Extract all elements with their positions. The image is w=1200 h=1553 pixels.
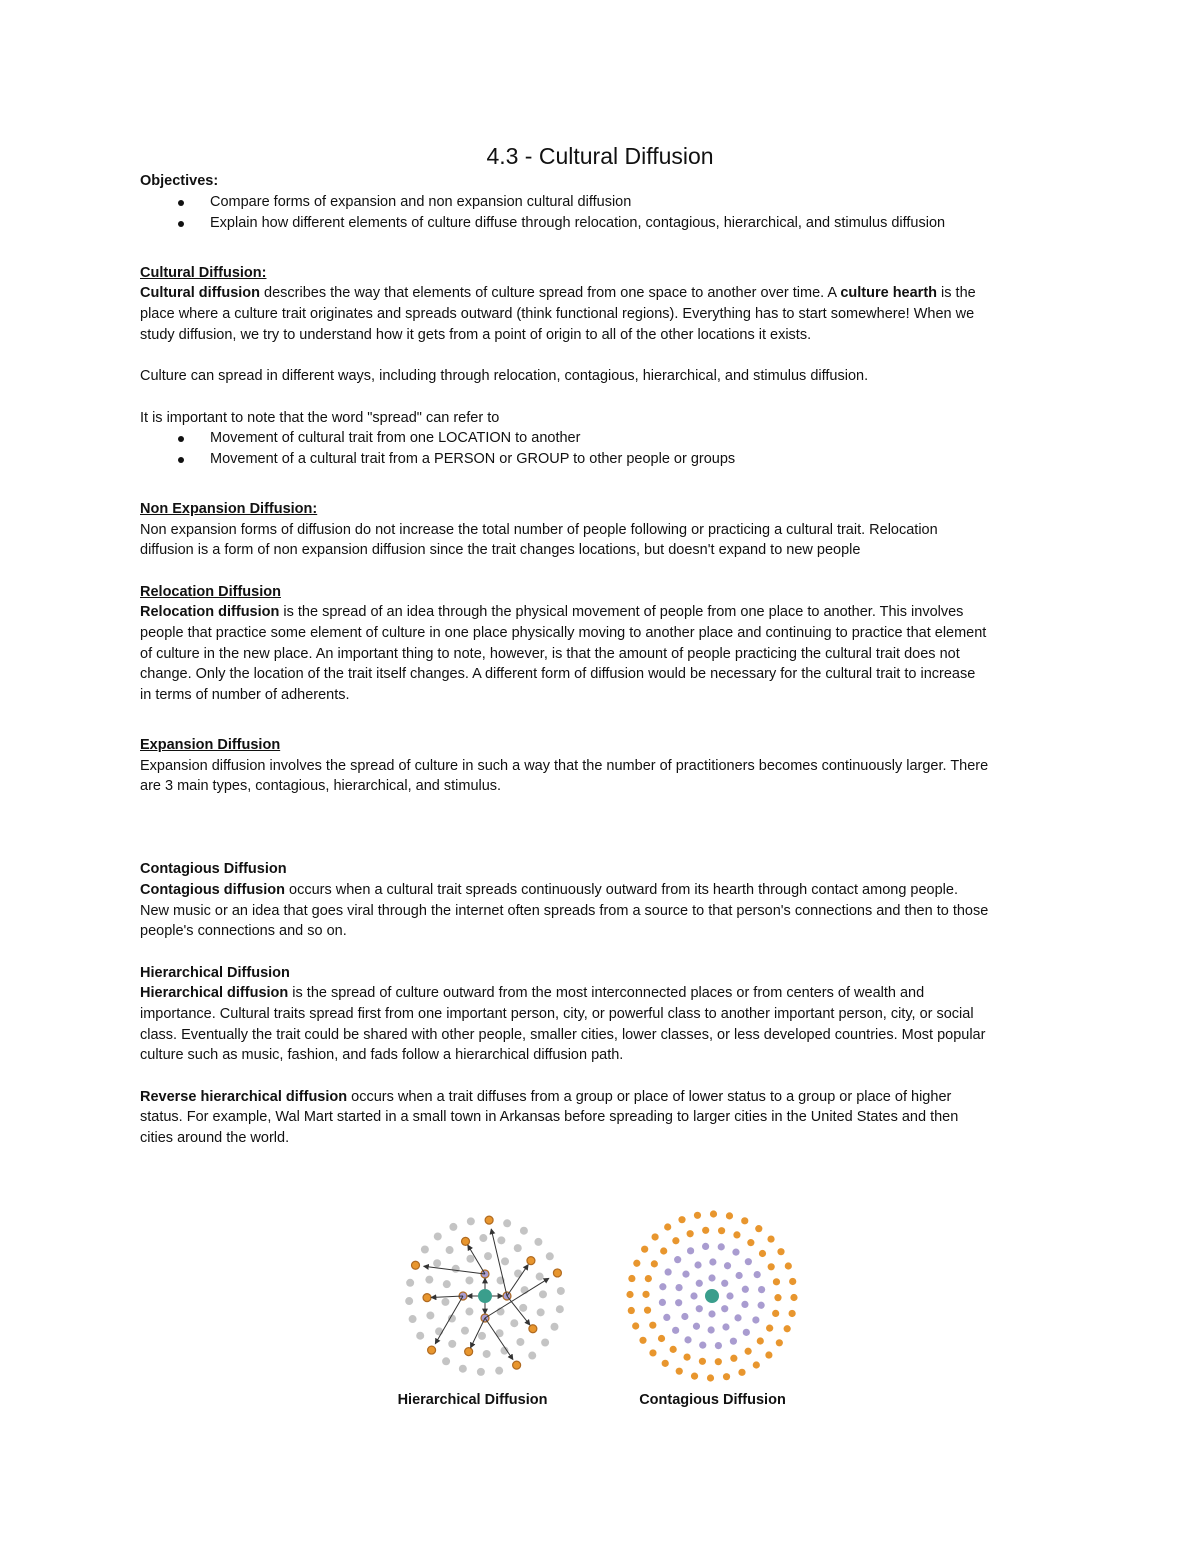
network-node xyxy=(412,1261,420,1269)
list-item: Movement of cultural trait from one LOCATION to another xyxy=(140,428,735,449)
text-span: occurs when a cultural trait spreads continuously outward from its hearth through contact among people. xyxy=(284,882,958,898)
network-node xyxy=(503,1219,511,1227)
network-node xyxy=(626,1291,633,1298)
network-node xyxy=(649,1349,656,1356)
network-node xyxy=(465,1348,473,1356)
network-node xyxy=(465,1308,473,1316)
network-node xyxy=(723,1373,730,1380)
network-node xyxy=(718,1243,725,1250)
paragraph-line xyxy=(140,602,963,623)
network-node xyxy=(726,1212,733,1219)
network-node xyxy=(745,1348,752,1355)
network-node xyxy=(759,1250,766,1257)
network-node xyxy=(702,1243,709,1250)
network-node xyxy=(477,1368,485,1376)
network-node xyxy=(790,1294,797,1301)
network-node xyxy=(696,1280,703,1287)
network-node xyxy=(672,1327,679,1334)
network-node xyxy=(632,1322,639,1329)
network-node xyxy=(741,1217,748,1224)
contagious-heading: Contagious Diffusion xyxy=(140,861,287,877)
network-node xyxy=(541,1338,549,1346)
network-node xyxy=(693,1323,700,1330)
network-node xyxy=(651,1233,658,1240)
caption-contagious: Contagious Diffusion xyxy=(639,1392,786,1408)
term-reverse-hierarchical-diffusion: Reverse hierarchical diffusion xyxy=(140,1089,348,1105)
network-node xyxy=(768,1263,775,1270)
network-node xyxy=(513,1361,521,1369)
network-node xyxy=(707,1374,714,1381)
network-node xyxy=(773,1278,780,1285)
network-node xyxy=(659,1299,666,1306)
network-node xyxy=(425,1276,433,1284)
network-node xyxy=(676,1368,683,1375)
network-node xyxy=(459,1365,467,1373)
contagious-diffusion-diagram xyxy=(626,1210,797,1381)
network-node xyxy=(664,1223,671,1230)
network-node xyxy=(485,1216,493,1224)
network-node xyxy=(534,1238,542,1246)
caption-hierarchical: Hierarchical Diffusion xyxy=(397,1392,548,1408)
paragraph-line: in terms of number of adherents. xyxy=(140,687,350,703)
network-node xyxy=(478,1332,486,1340)
network-node xyxy=(736,1272,743,1279)
network-node xyxy=(696,1305,703,1312)
network-node xyxy=(628,1275,635,1282)
term-relocation-diffusion: Relocation diffusion xyxy=(140,604,280,620)
network-node xyxy=(433,1259,441,1267)
hierarchical-heading: Hierarchical Diffusion xyxy=(140,965,290,981)
network-node xyxy=(672,1237,679,1244)
paragraph-line: of culture in the new place. An important thing to note, however, is that the amount of people practicing the cultural trait does not xyxy=(140,646,960,662)
diffusion-arrow xyxy=(507,1296,530,1325)
paragraph-line: New music or an idea that goes viral through the internet often spreads from a source to that person's connections and then to those xyxy=(140,903,989,919)
network-node xyxy=(497,1236,505,1244)
network-node xyxy=(699,1342,706,1349)
network-node xyxy=(772,1310,779,1317)
network-node xyxy=(734,1314,741,1321)
network-node xyxy=(556,1305,564,1313)
network-node xyxy=(649,1322,656,1329)
network-node xyxy=(730,1338,737,1345)
paragraph: It is important to note that the word "spread" can refer to xyxy=(140,410,500,426)
network-node xyxy=(789,1310,796,1317)
hierarchical-diffusion-diagram xyxy=(405,1216,565,1376)
paragraph-line: Non expansion forms of diffusion do not increase the total number of people following or practicing a cultural trait. Relocation xyxy=(140,522,938,538)
network-node xyxy=(724,1262,731,1269)
network-node xyxy=(754,1271,761,1278)
network-node xyxy=(702,1227,709,1234)
network-node xyxy=(448,1340,456,1348)
network-node xyxy=(461,1327,469,1335)
network-node xyxy=(708,1326,715,1333)
text-span: is the spread of an idea through the physical movement of people from one place to another. This involves xyxy=(279,604,964,620)
network-node xyxy=(660,1247,667,1254)
network-node xyxy=(633,1260,640,1267)
network-node xyxy=(766,1325,773,1332)
network-node xyxy=(405,1297,413,1305)
network-node xyxy=(483,1350,491,1358)
network-node xyxy=(529,1325,537,1333)
network-node xyxy=(546,1252,554,1260)
network-node xyxy=(742,1286,749,1293)
network-node xyxy=(644,1307,651,1314)
network-node xyxy=(709,1258,716,1265)
network-node xyxy=(406,1279,414,1287)
network-node xyxy=(428,1346,436,1354)
cultural-diffusion-line: study diffusion, we try to understand how it gets from a point of origin to all of the other locations it exists. xyxy=(140,327,812,343)
network-node xyxy=(732,1249,739,1256)
network-node xyxy=(747,1239,754,1246)
list-item: Explain how different elements of culture diffuse through relocation, contagious, hierarchical, and stimulus diffusion xyxy=(140,213,945,234)
paragraph-line: diffusion is a form of non expansion diffusion since the trait changes locations, but doesn't expand to new people xyxy=(140,542,861,558)
text-span: describes the way that elements of culture spread from one space to another over time. A xyxy=(260,285,841,301)
network-node xyxy=(434,1232,442,1240)
list-item: Movement of a cultural trait from a PERSON or GROUP to other people or groups xyxy=(140,449,735,470)
network-node xyxy=(557,1287,565,1295)
network-node xyxy=(715,1358,722,1365)
network-node xyxy=(553,1269,561,1277)
network-node xyxy=(784,1325,791,1332)
network-node xyxy=(527,1257,535,1265)
network-node xyxy=(539,1290,547,1298)
hearth-node xyxy=(478,1289,492,1303)
cultural-diffusion-line: place where a culture trait originates and spreads outward (think functional regions). Everything has to start somewhere! When we xyxy=(140,306,975,322)
network-node xyxy=(710,1210,717,1217)
network-node xyxy=(658,1335,665,1342)
term-hierarchical-diffusion: Hierarchical diffusion xyxy=(140,985,289,1001)
network-node xyxy=(708,1310,715,1317)
paragraph-line: culture such as music, fashion, and fads follow a hierarchical diffusion path. xyxy=(140,1047,624,1063)
network-node xyxy=(758,1286,765,1293)
network-node xyxy=(789,1278,796,1285)
network-node xyxy=(755,1225,762,1232)
network-node xyxy=(675,1299,682,1306)
paragraph-line: cities around the world. xyxy=(140,1130,290,1146)
network-node xyxy=(519,1304,527,1312)
network-node xyxy=(516,1338,524,1346)
hearth-node xyxy=(705,1289,719,1303)
paragraph-line: importance. Cultural traits spread first from one important person, city, or powerful class to another important person, city, or social xyxy=(140,1006,974,1022)
network-node xyxy=(715,1342,722,1349)
paragraph-line: people that practice some element of culture in one place physically moving to another place and continuing to practice that element xyxy=(140,625,987,641)
network-node xyxy=(785,1262,792,1269)
network-node xyxy=(774,1294,781,1301)
network-node xyxy=(681,1313,688,1320)
network-node xyxy=(659,1283,666,1290)
term-culture-hearth: culture hearth xyxy=(840,285,938,301)
network-node xyxy=(514,1244,522,1252)
network-node xyxy=(520,1227,528,1235)
network-node xyxy=(449,1223,457,1231)
network-node xyxy=(479,1234,487,1242)
network-node xyxy=(690,1292,697,1299)
network-node xyxy=(409,1315,417,1323)
network-node xyxy=(682,1271,689,1278)
network-node xyxy=(665,1268,672,1275)
network-node xyxy=(758,1302,765,1309)
paragraph-line: class. Eventually the trait could be shared with other people, smaller cities, lower classes, or less developed countries. Most popular xyxy=(140,1027,986,1043)
term-contagious-diffusion: Contagious diffusion xyxy=(140,882,285,898)
paragraph-line xyxy=(140,983,924,1004)
network-node xyxy=(675,1284,682,1291)
network-node xyxy=(767,1235,774,1242)
network-node xyxy=(466,1255,474,1263)
network-node xyxy=(721,1305,728,1312)
paragraph-line: status. For example, Wal Mart started in a small town in Arkansas before spreading to larger cities in the United States and then xyxy=(140,1109,959,1125)
network-node xyxy=(699,1358,706,1365)
term-cultural-diffusion: Cultural diffusion xyxy=(140,285,261,301)
paragraph-line xyxy=(140,880,958,901)
network-node xyxy=(641,1246,648,1253)
paragraph: Culture can spread in different ways, including through relocation, contagious, hierarchical, and stimulus diffusion. xyxy=(140,368,869,384)
network-node xyxy=(423,1294,431,1302)
network-node xyxy=(537,1308,545,1316)
network-node xyxy=(776,1339,783,1346)
network-node xyxy=(741,1301,748,1308)
network-node xyxy=(745,1258,752,1265)
network-node xyxy=(528,1352,536,1360)
network-node xyxy=(718,1227,725,1234)
relocation-heading: Relocation Diffusion xyxy=(140,584,281,600)
non-expansion-heading: Non Expansion Diffusion: xyxy=(140,501,318,517)
network-node xyxy=(651,1260,658,1267)
network-node xyxy=(484,1252,492,1260)
network-node xyxy=(757,1337,764,1344)
network-node xyxy=(721,1280,728,1287)
diffusion-diagrams xyxy=(345,1195,855,1390)
network-node xyxy=(421,1246,429,1254)
paragraph-line: change. Only the location of the trait itself changes. A different form of diffusion would be necessary for the cultural trait to increase xyxy=(140,666,976,682)
network-node xyxy=(722,1323,729,1330)
network-node xyxy=(467,1217,475,1225)
text-span: is the spread of culture outward from the most interconnected places or from centers of wealth and xyxy=(288,985,925,1001)
spread-list xyxy=(140,428,735,470)
text-span: is the xyxy=(937,285,976,301)
network-node xyxy=(743,1329,750,1336)
network-node xyxy=(510,1319,518,1327)
network-node xyxy=(670,1346,677,1353)
paragraph-line xyxy=(140,1087,951,1108)
network-node xyxy=(446,1246,454,1254)
network-node xyxy=(691,1373,698,1380)
network-node xyxy=(684,1336,691,1343)
network-node xyxy=(443,1280,451,1288)
network-node xyxy=(708,1274,715,1281)
network-node xyxy=(495,1367,503,1375)
paragraph-line: are 3 main types, contagious, hierarchical, and stimulus. xyxy=(140,778,502,794)
network-node xyxy=(730,1355,737,1362)
network-node xyxy=(441,1298,449,1306)
network-node xyxy=(753,1361,760,1368)
text-span: occurs when a trait diffuses from a group or place of lower status to a group or place of higher xyxy=(347,1089,952,1105)
network-node xyxy=(501,1257,509,1265)
network-node xyxy=(465,1276,473,1284)
network-node xyxy=(752,1316,759,1323)
list-item: Compare forms of expansion and non expansion cultural diffusion xyxy=(140,192,945,213)
diffusion-arrow xyxy=(431,1296,463,1297)
network-node xyxy=(462,1237,470,1245)
network-node xyxy=(674,1256,681,1263)
network-node xyxy=(426,1311,434,1319)
network-node xyxy=(536,1273,544,1281)
paragraph-line: people's connections and so on. xyxy=(140,923,347,939)
cultural-diffusion-line xyxy=(140,283,976,304)
paragraph-line: Expansion diffusion involves the spread of culture in such a way that the number of practitioners becomes continuously larger. There xyxy=(140,758,989,774)
network-node xyxy=(694,1212,701,1219)
network-node xyxy=(663,1314,670,1321)
diffusion-figure xyxy=(345,1195,855,1420)
expansion-heading: Expansion Diffusion xyxy=(140,737,281,753)
objectives-list xyxy=(140,192,945,234)
network-node xyxy=(550,1323,558,1331)
network-node xyxy=(642,1291,649,1298)
network-node xyxy=(442,1357,450,1365)
network-node xyxy=(645,1275,652,1282)
network-node xyxy=(694,1261,701,1268)
network-node xyxy=(662,1360,669,1367)
network-node xyxy=(678,1216,685,1223)
network-node xyxy=(452,1265,460,1273)
objectives-heading: Objectives: xyxy=(140,173,219,189)
network-node xyxy=(639,1337,646,1344)
cultural-diffusion-heading: Cultural Diffusion: xyxy=(140,265,267,281)
page-title: 4.3 - Cultural Diffusion xyxy=(486,143,714,169)
network-node xyxy=(738,1369,745,1376)
network-node xyxy=(733,1231,740,1238)
network-node xyxy=(765,1351,772,1358)
network-node xyxy=(726,1292,733,1299)
network-node xyxy=(416,1332,424,1340)
network-node xyxy=(687,1230,694,1237)
network-node xyxy=(687,1247,694,1254)
network-node xyxy=(628,1307,635,1314)
network-node xyxy=(683,1354,690,1361)
network-node xyxy=(777,1248,784,1255)
